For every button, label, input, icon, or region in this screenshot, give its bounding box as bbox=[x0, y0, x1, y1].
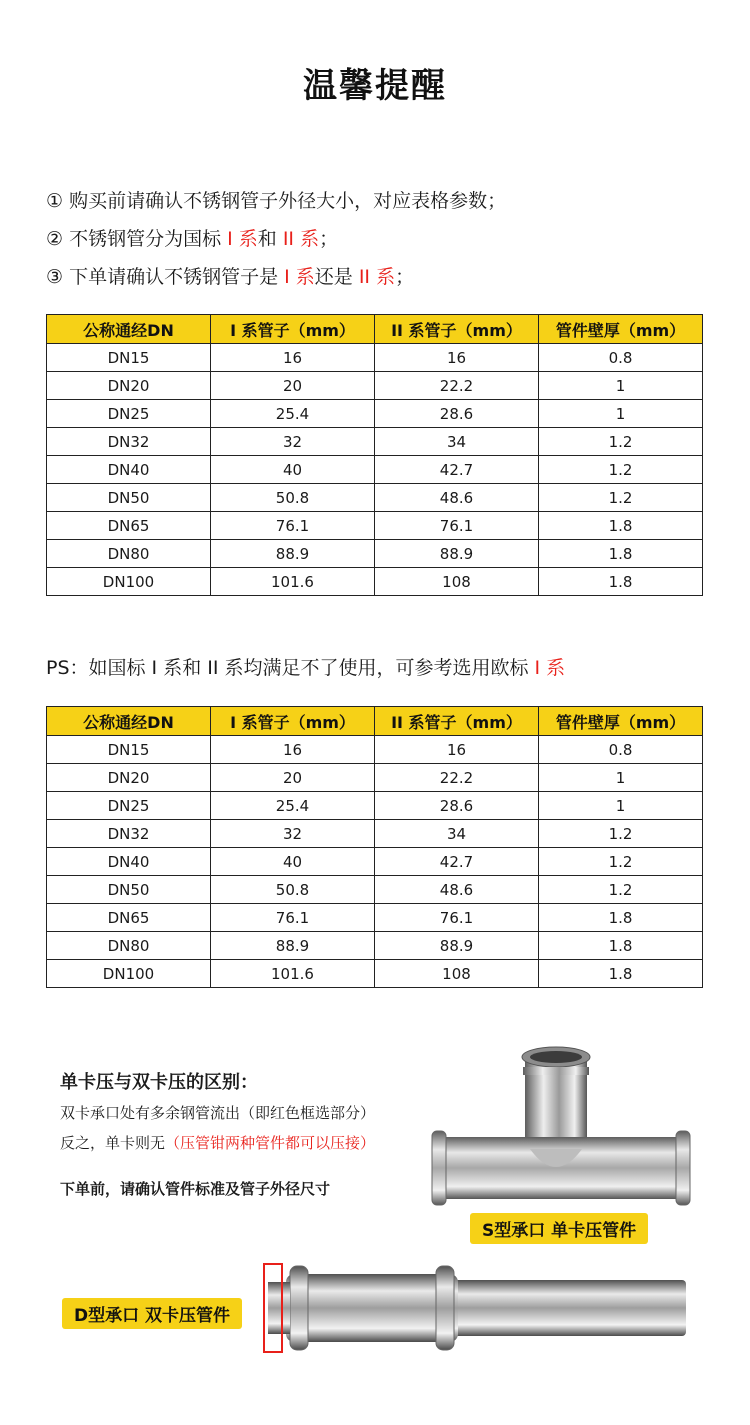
table-cell: 20 bbox=[211, 764, 375, 792]
table-cell: 0.8 bbox=[539, 736, 703, 764]
order-tip: 下单前，请确认管件标准及管子外径尺寸 bbox=[60, 1180, 331, 1198]
table-row bbox=[47, 484, 703, 512]
note-2-series-i: I 系 bbox=[227, 228, 258, 250]
ps-text: PS：如国标 I 系和 II 系均满足不了使用，可参考选用欧标 bbox=[46, 657, 535, 679]
table-cell: 34 bbox=[375, 428, 539, 456]
table-cell: 76.1 bbox=[211, 512, 375, 540]
table-cell: 32 bbox=[211, 428, 375, 456]
table-cell: DN40 bbox=[47, 456, 211, 484]
table-cell: 101.6 bbox=[211, 568, 375, 596]
table-header-row bbox=[47, 707, 703, 736]
table-cell: 22.2 bbox=[375, 372, 539, 400]
table-cell: 88.9 bbox=[375, 540, 539, 568]
note-3 bbox=[46, 258, 506, 296]
table-cell: 1.2 bbox=[539, 484, 703, 512]
table-row bbox=[47, 960, 703, 988]
table-cell: 50.8 bbox=[211, 484, 375, 512]
table-row bbox=[47, 820, 703, 848]
table-cell: 28.6 bbox=[375, 792, 539, 820]
ps-red-series: I 系 bbox=[534, 657, 566, 679]
comparison-section bbox=[60, 1068, 375, 1199]
comparison-line-2-text: 反之，单卡则无 bbox=[60, 1134, 166, 1152]
table-cell: 76.1 bbox=[375, 512, 539, 540]
table-cell: 108 bbox=[375, 960, 539, 988]
table-cell: 88.9 bbox=[211, 540, 375, 568]
spec-table-1 bbox=[46, 314, 703, 596]
table-row bbox=[47, 932, 703, 960]
header-series-ii: II 系管子（mm） bbox=[375, 315, 539, 344]
table-row bbox=[47, 456, 703, 484]
header-series-ii: II 系管子（mm） bbox=[375, 707, 539, 736]
table-row bbox=[47, 764, 703, 792]
table-cell: DN15 bbox=[47, 344, 211, 372]
table-row bbox=[47, 848, 703, 876]
table-cell: DN65 bbox=[47, 512, 211, 540]
coupling-fitting-image bbox=[262, 1262, 690, 1354]
table-row bbox=[47, 428, 703, 456]
comparison-heading: 单卡压与双卡压的区别： bbox=[60, 1072, 258, 1093]
table-cell: 1.2 bbox=[539, 820, 703, 848]
table-cell: 16 bbox=[211, 344, 375, 372]
table-cell: 1.8 bbox=[539, 512, 703, 540]
table-cell: DN100 bbox=[47, 568, 211, 596]
table-cell: 76.1 bbox=[211, 904, 375, 932]
table-cell: 48.6 bbox=[375, 484, 539, 512]
table-row bbox=[47, 876, 703, 904]
table-header-row bbox=[47, 315, 703, 344]
table-row bbox=[47, 568, 703, 596]
table-cell: 1.2 bbox=[539, 848, 703, 876]
s-type-label: S型承口 单卡压管件 bbox=[470, 1213, 648, 1244]
table-cell: DN15 bbox=[47, 736, 211, 764]
table-body bbox=[47, 344, 703, 596]
ps-note bbox=[46, 652, 565, 684]
table-cell: DN20 bbox=[47, 372, 211, 400]
note-2-series-ii: II 系 bbox=[282, 228, 320, 250]
table-cell: DN20 bbox=[47, 764, 211, 792]
table-cell: 1.8 bbox=[539, 904, 703, 932]
spec-table-2 bbox=[46, 706, 703, 988]
note-3-text-c: ； bbox=[395, 266, 415, 288]
table-cell: 42.7 bbox=[375, 848, 539, 876]
note-3-series-ii: II 系 bbox=[358, 266, 396, 288]
table-row bbox=[47, 372, 703, 400]
note-1 bbox=[46, 182, 506, 220]
table-cell: 40 bbox=[211, 456, 375, 484]
table-cell: 16 bbox=[375, 736, 539, 764]
note-3-series-i: I 系 bbox=[284, 266, 315, 288]
table-cell: DN80 bbox=[47, 540, 211, 568]
table-cell: 1.2 bbox=[539, 876, 703, 904]
table-cell: 40 bbox=[211, 848, 375, 876]
table-cell: 25.4 bbox=[211, 400, 375, 428]
tee-fitting-image bbox=[430, 1045, 692, 1220]
header-wall-thickness: 管件壁厚（mm） bbox=[539, 707, 703, 736]
table-cell: 1 bbox=[539, 400, 703, 428]
table-cell: 34 bbox=[375, 820, 539, 848]
table-row bbox=[47, 540, 703, 568]
table-cell: 16 bbox=[211, 736, 375, 764]
table-cell: DN100 bbox=[47, 960, 211, 988]
table-cell: 0.8 bbox=[539, 344, 703, 372]
table-cell: 76.1 bbox=[375, 904, 539, 932]
table-cell: 88.9 bbox=[211, 932, 375, 960]
table-row bbox=[47, 736, 703, 764]
note-1-text: ① 购买前请确认不锈钢管子外径大小，对应表格参数； bbox=[46, 190, 507, 212]
note-2-text-b: 和 bbox=[257, 228, 283, 250]
table-cell: 1 bbox=[539, 792, 703, 820]
table-cell: 48.6 bbox=[375, 876, 539, 904]
table-cell: 20 bbox=[211, 372, 375, 400]
header-series-i: I 系管子（mm） bbox=[211, 315, 375, 344]
table-cell: 108 bbox=[375, 568, 539, 596]
note-2 bbox=[46, 220, 506, 258]
table-cell: 101.6 bbox=[211, 960, 375, 988]
table-cell: DN80 bbox=[47, 932, 211, 960]
table-cell: 50.8 bbox=[211, 876, 375, 904]
note-2-text-c: ； bbox=[319, 228, 339, 250]
header-dn: 公称通经DN bbox=[47, 707, 211, 736]
table-cell: DN50 bbox=[47, 484, 211, 512]
comparison-line-2 bbox=[60, 1128, 375, 1158]
header-wall-thickness: 管件壁厚（mm） bbox=[539, 315, 703, 344]
comparison-line-1: 双卡承口处有多余钢管流出（即红色框选部分） bbox=[60, 1104, 376, 1122]
table-cell: 1 bbox=[539, 764, 703, 792]
note-2-text-a: ② 不锈钢管分为国标 bbox=[46, 228, 228, 250]
table-cell: 32 bbox=[211, 820, 375, 848]
table-cell: 25.4 bbox=[211, 792, 375, 820]
header-dn: 公称通经DN bbox=[47, 315, 211, 344]
table-row bbox=[47, 792, 703, 820]
notes-list bbox=[46, 182, 506, 296]
note-3-text-a: ③ 下单请确认不锈钢管子是 bbox=[46, 266, 285, 288]
table-cell: 88.9 bbox=[375, 932, 539, 960]
comparison-line-2-note: （压管钳两种管件都可以压接） bbox=[165, 1134, 376, 1152]
table-cell: 16 bbox=[375, 344, 539, 372]
table-cell: 1.8 bbox=[539, 540, 703, 568]
table-cell: DN32 bbox=[47, 428, 211, 456]
table-row bbox=[47, 512, 703, 540]
header-series-i: I 系管子（mm） bbox=[211, 707, 375, 736]
table-cell: 42.7 bbox=[375, 456, 539, 484]
table-row bbox=[47, 400, 703, 428]
table-cell: 22.2 bbox=[375, 764, 539, 792]
table-body bbox=[47, 736, 703, 988]
table-cell: 1.8 bbox=[539, 960, 703, 988]
table-cell: 28.6 bbox=[375, 400, 539, 428]
table-cell: 1 bbox=[539, 372, 703, 400]
table-cell: 1.2 bbox=[539, 456, 703, 484]
page-title: 温馨提醒 bbox=[303, 66, 447, 106]
table-cell: DN32 bbox=[47, 820, 211, 848]
table-cell: DN50 bbox=[47, 876, 211, 904]
table-cell: DN40 bbox=[47, 848, 211, 876]
table-cell: DN25 bbox=[47, 400, 211, 428]
d-type-label: D型承口 双卡压管件 bbox=[62, 1298, 242, 1329]
table-row bbox=[47, 344, 703, 372]
note-3-text-b: 还是 bbox=[314, 266, 359, 288]
table-cell: 1.8 bbox=[539, 568, 703, 596]
table-cell: DN65 bbox=[47, 904, 211, 932]
table-row bbox=[47, 904, 703, 932]
table-cell: 1.2 bbox=[539, 428, 703, 456]
table-cell: 1.8 bbox=[539, 932, 703, 960]
table-cell: DN25 bbox=[47, 792, 211, 820]
